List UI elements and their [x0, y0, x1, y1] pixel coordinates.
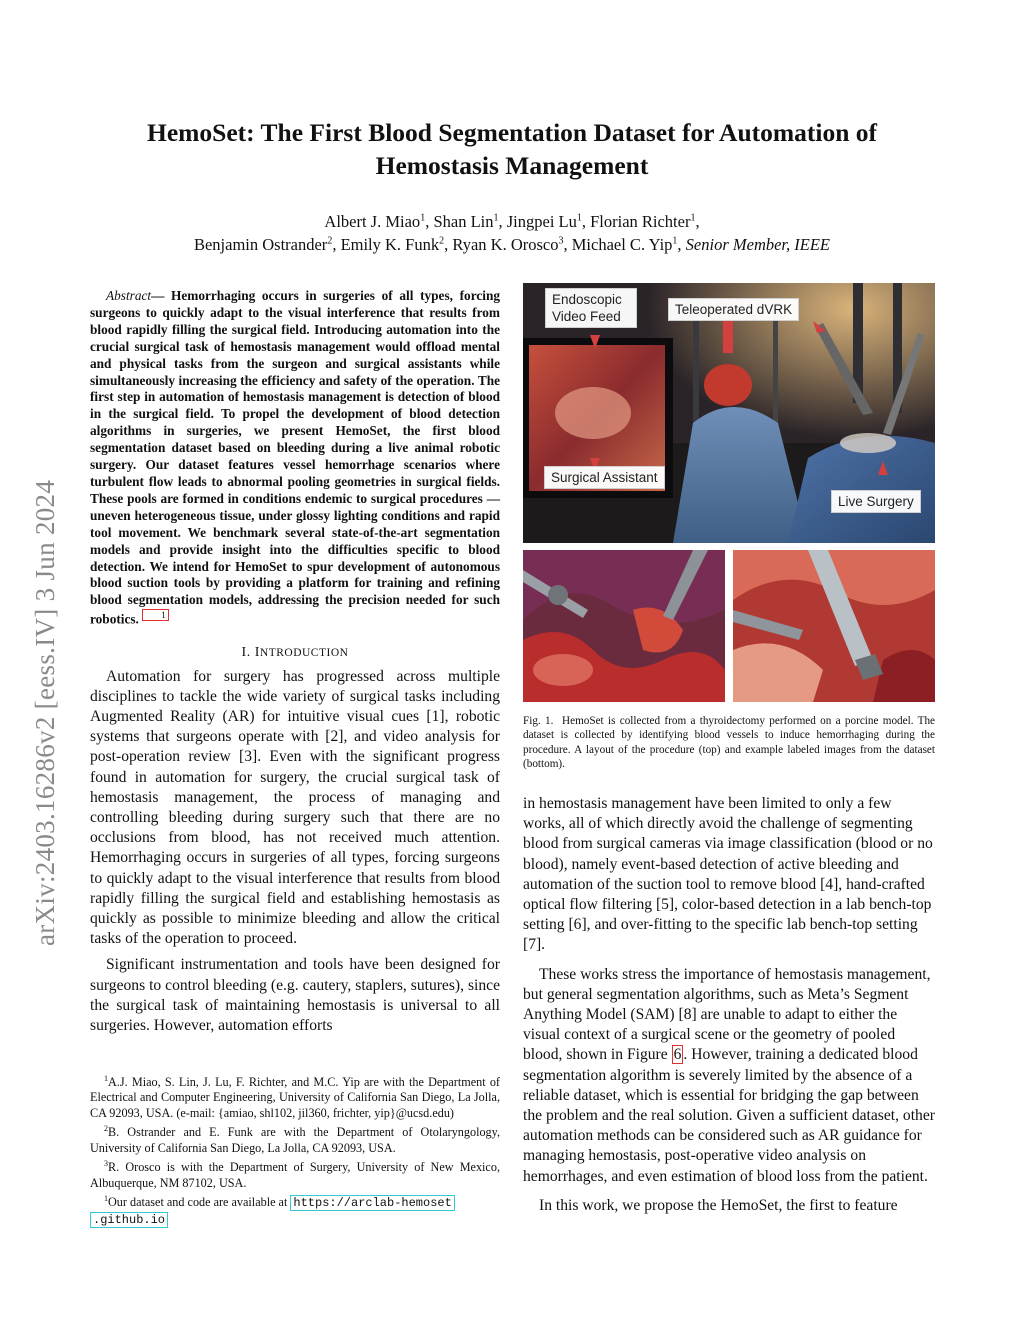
label-endoscopic-video-feed: Endoscopic Video Feed — [545, 288, 637, 328]
author-list: Albert J. Miao$^1$, Shan Lin$^1$, Jingpei Lu$^1$, Florian Richter$^1$, Benjamin Ostrander$^2$, Emily K. Funk$^2$, Ryan K. Orosco$^3$, Michael C. Yip$^1$, Senior Member, IEEE — [193, 212, 831, 254]
footnote-2: $^2$B. Ostrander and E. Funk are with the Department of Otolaryngology, University of California San Diego, La Jolla, CA 92093, USA. — [90, 1124, 500, 1155]
footnote-3: $^3$R. Orosco is with the Department of Surgery, University of New Mexico, Albuquerque, NM 87102, USA. — [90, 1159, 500, 1190]
arxiv-identifier: arXiv:2403.16286v2 [eess.IV] 3 Jun 2024 — [30, 479, 60, 946]
footnote-link[interactable]: 1 — [142, 609, 169, 621]
author-name: Benjamin Ostrander — [193, 235, 328, 254]
example-image-left — [523, 550, 725, 702]
intro-paragraph-1: Automation for surgery has progressed across multiple disciplines to tackle the wide variety of surgical tasks including Augmented Reality (AR) for intuitive visual cues [1], robotic systems that surgeons operate with [2], and video analysis for post-operation review [3]. Even with the significant progress found in automation for surgery, the crucial surgical task of hemostasis management, the process of managing and controlling bleeding during surgery such that there are no occlusions from blood, has not received much attention. Hemorrhaging occurs in surgeries of all types, forcing surgeons to quickly adapt to the visual interference that results from blood rapidly filling the surgical field and establishing hemostasis as quickly as possible to minimize bleeding and allow the critical tasks of the operation to proceed. — [90, 667, 500, 948]
dataset-link[interactable]: https://arclab-hemoset — [290, 1195, 454, 1211]
left-column — [90, 288, 500, 1036]
affiliation-marker: 3 — [558, 235, 564, 247]
dataset-examples — [523, 550, 935, 702]
footnote-4: $^1$Our dataset and code are available at https://arclab-hemoset .github.io — [90, 1191, 500, 1228]
caption-label: Fig. 1. — [523, 715, 554, 727]
footnotes — [90, 1071, 500, 1228]
section-heading-introduction: I. INTRODUCTION — [241, 644, 349, 660]
abstract-text: Hemorrhaging occurs in surgeries of all types, forcing surgeons to quickly adapt to the visual interference that results from blood rapidly filling the surgical field. Introducing automation into the crucial surgical task of hemostasis management would offload mental and physical tasks from the surgeon and surgical assistants while simultaneously increasing the efficiency and safety of the operation. The first step in automation of hemostasis management is detection of blood in the surgical field. To propel the development of blood detection algorithms in surgeries, we present HemoSet, the first blood segmentation dataset based on bleeding during a live animal robotic surgery. Our dataset features vessel hemorrhage scenarios where turbulent flow leads to abnormal pooling geometries in surgical fields. These pools are formed in conditions endemic to surgical procedures — uneven heterogeneous tissue, under glossy lighting conditions and rapid tool movement. We benchmark several state-of-the-art segmentation models and provide insight into the difficulties specific to blood detection. We intend for HemoSet to spur development of autonomous blood suction tools by providing a platform for training and refining blood segmentation models, addressing the precision needed for such robotics. — [90, 288, 500, 627]
affiliation-marker: 1 — [690, 212, 696, 224]
ieee-membership: Senior Member, IEEE — [685, 235, 831, 254]
affiliation-marker: 1 — [420, 212, 426, 224]
figure-reference-link[interactable]: 6 — [673, 1046, 682, 1064]
affiliation-marker: 1 — [493, 212, 499, 224]
author-name: Emily K. Funk — [340, 235, 440, 254]
author-name: Ryan K. Orosco — [452, 235, 559, 254]
author-name: Albert J. Miao — [324, 212, 421, 231]
affiliation-marker: 1 — [576, 212, 582, 224]
intro-paragraph-2: Significant instrumentation and tools have been designed for surgeons to control bleeding (e.g. cautery, staplers, sutures), since the surgical task of maintaining hemostasis is universal to all surgeries. However, automation efforts — [90, 956, 500, 1034]
example-image-right — [733, 550, 935, 702]
abstract: Abstract— Hemorrhaging occurs in surgeries of all types, forcing surgeons to quickly adapt to the visual interference that results from blood rapidly filling the surgical field. Introducing automation into the crucial surgical task of hemostasis management would offload mental and physical tasks from the surgeon and surgical assistants while simultaneously increasing the efficiency and safety of the operation. The first step in automation of hemostasis management is detection of blood in the surgical field. To propel the development of blood detection algorithms in surgeries, we present HemoSet, the first blood segmentation dataset based on bleeding during a live animal robotic surgery. Our dataset features vessel hemorrhage scenarios where turbulent flow leads to abnormal pooling geometries in surgical fields. These pools are formed in conditions endemic to surgical procedures — uneven heterogeneous tissue, under glossy lighting conditions and rapid tool movement. We benchmark several state-of-the-art segmentation models and provide insight into the difficulties specific to blood detection. We intend for HemoSet to spur development of autonomous blood suction tools by providing a platform for training and refining blood segmentation models, addressing the precision needed for such robotics. 1 — [90, 288, 500, 627]
right-column-text — [523, 794, 935, 1216]
label-live-surgery: Live Surgery — [831, 490, 921, 513]
author-name: Shan Lin — [433, 212, 494, 231]
footnote-1: $^1$A.J. Miao, S. Lin, J. Lu, F. Richter, and M.C. Yip are with the Department of Electrical and Computer Engineering, University of California San Diego, La Jolla, CA 92093, USA. (e-mail: {amiao, shl102, jil360, frichter, yip}@ucsd.edu) — [90, 1074, 500, 1120]
label-teleoperated-dvrk: Teleoperated dVRK — [668, 298, 799, 321]
affiliation-marker: 2 — [327, 235, 333, 247]
dataset-link-continued[interactable]: .github.io — [90, 1212, 168, 1228]
surgery-setup-photo — [523, 283, 935, 543]
right-paragraph-2: These works stress the importance of hemostasis management, but general segmentation algorithms, such as Meta’s Segment Anything Model (SAM) [8] are unable to adapt to either the visual context of a surgical scene or the geometry of pooled blood, shown in Figure 6 . However, training a dedicated blood segmentation algorithm is severely limited by the absence of a reliable dataset, which is essential for bridging the gap between the problem and the real solution. Given a sufficient dataset, other automation methods can be considered such as AR guidance for managing hemostasis, post-operative video analysis on hemorrhages, and even estimation of blood loss from the patient. — [523, 965, 935, 1185]
affiliation-marker: 2 — [439, 235, 445, 247]
figure-1 — [523, 283, 935, 771]
paper-title: HemoSet: The First Blood Segmentation Dataset for Automation of Hemostasis Management — [147, 118, 877, 180]
right-paragraph-3: In this work, we propose the HemoSet, the first to feature — [539, 1196, 898, 1214]
right-paragraph-1: in hemostasis management have been limited to only a few works, all of which directly avoid the challenge of segmenting blood from surgical cameras via image classification (blood or no blood), namely event-based detection of active bleeding and automation of the suction tool to remove blood [4], hand-crafted optical flow filtering [5], color-based detection in a lab bench-top setting [6], and over-fitting to the specific lab bench-top setting [7]. — [523, 795, 933, 954]
affiliation-marker: 1 — [672, 235, 678, 247]
author-name: Florian Richter — [590, 212, 691, 231]
author-name: Michael C. Yip — [571, 235, 673, 254]
label-surgical-assistant: Surgical Assistant — [544, 466, 665, 489]
abstract-label: Abstract — [106, 288, 152, 303]
caption-text: HemoSet is collected from a thyroidectomy performed on a porcine model. The dataset is collected by identifying blood vessels to induce hemorrhaging during the procedure. A layout of the procedure (top) and example labeled images from the dataset (bottom). — [523, 715, 936, 770]
author-name: Jingpei Lu — [506, 212, 577, 231]
figure-caption — [523, 714, 935, 771]
